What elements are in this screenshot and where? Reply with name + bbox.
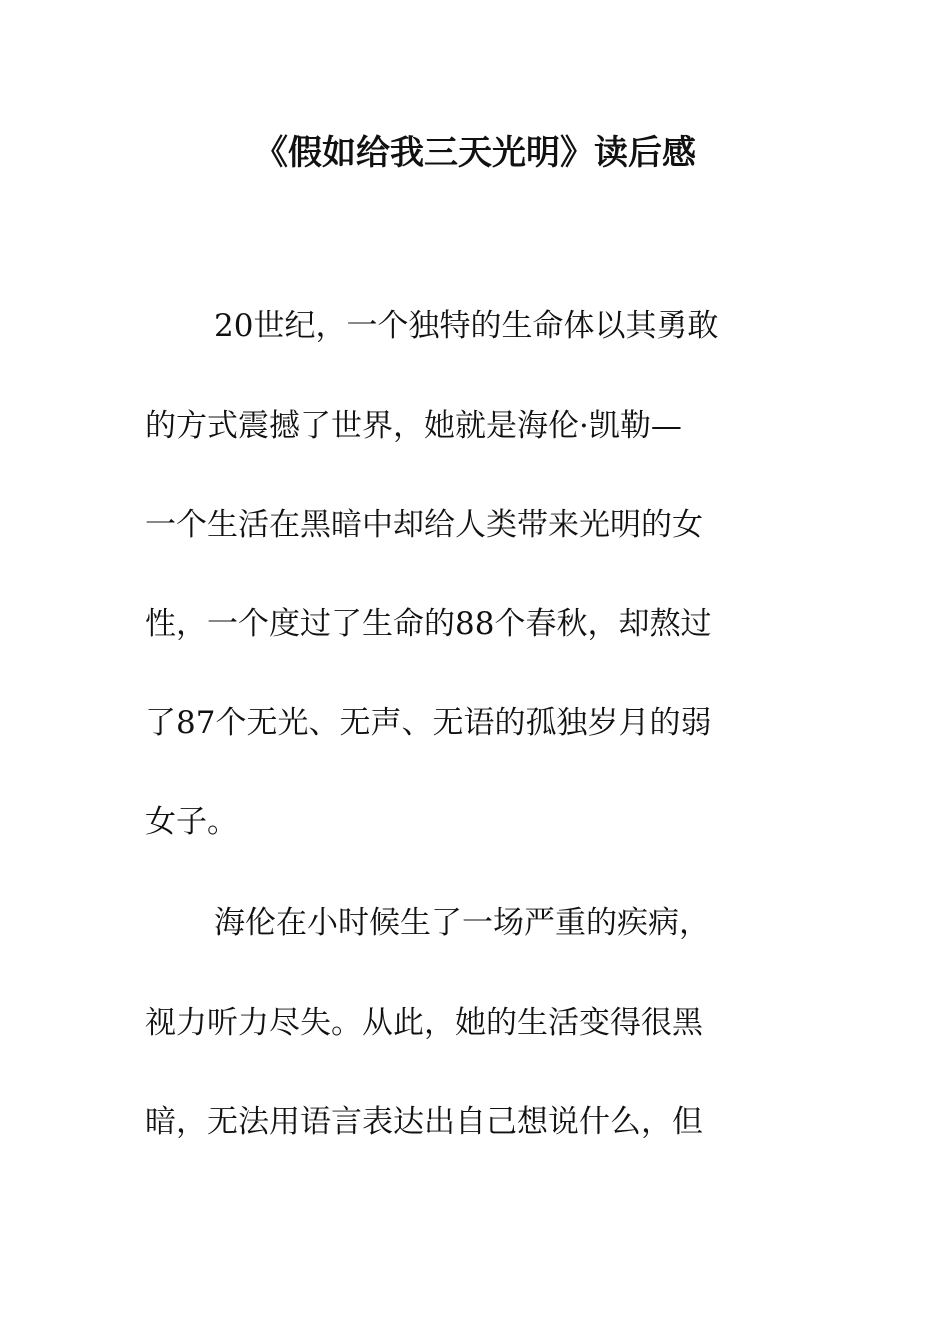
body-line-9: 暗，无法用语言表达出自己想说什么，但 xyxy=(145,1104,703,1140)
body-line-7: 海伦在小时候生了一场严重的疾病， xyxy=(214,905,710,941)
body-line-6: 女子。 xyxy=(145,804,238,840)
body-line-5: 了87个无光、无声、无语的孤独岁月的弱 xyxy=(145,705,712,741)
body-line-4: 性，一个度过了生命的88个春秋，却熬过 xyxy=(145,606,712,642)
document-title: 《假如给我三天光明》读后感 xyxy=(254,133,696,173)
body-line-2: 的方式震撼了世界，她就是海伦·凯勒— xyxy=(145,408,682,444)
body-line-8: 视力听力尽失。从此，她的生活变得很黑 xyxy=(145,1005,703,1041)
body-line-3: 一个生活在黑暗中却给人类带来光明的女 xyxy=(145,507,703,543)
body-line-1: 20世纪，一个独特的生命体以其勇敢 xyxy=(214,308,719,344)
